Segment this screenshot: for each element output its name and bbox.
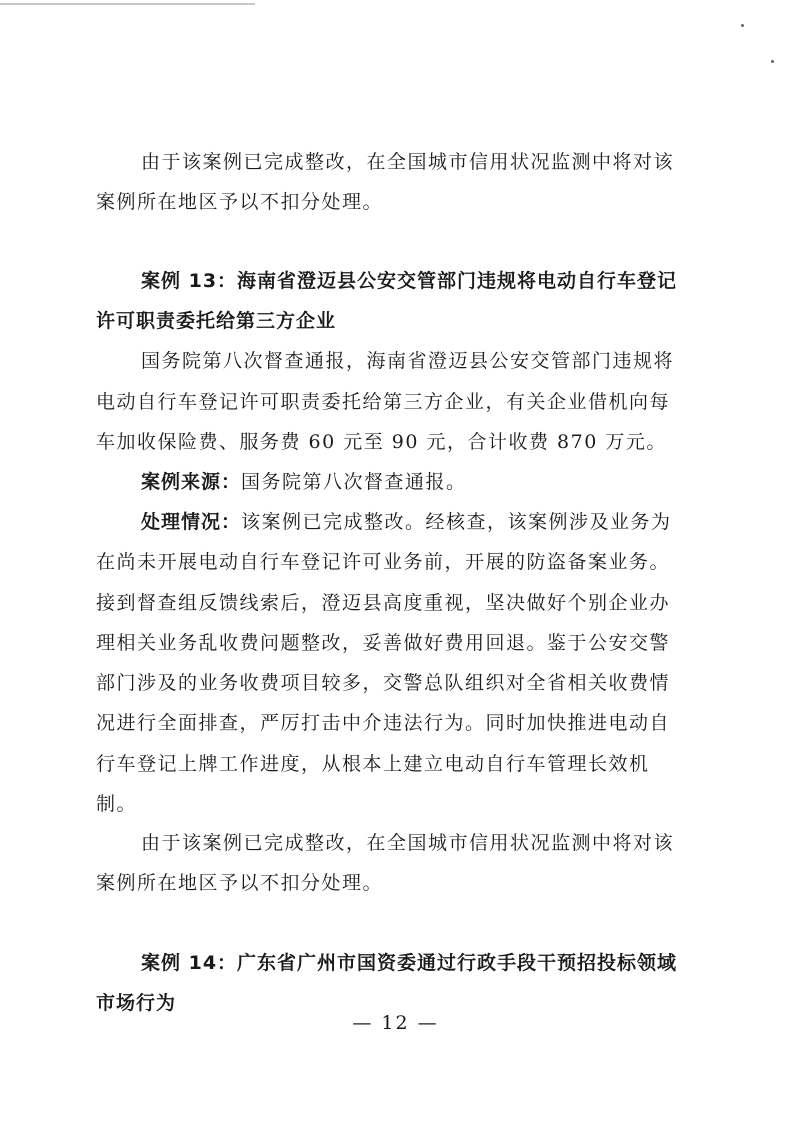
paragraph-line: 部门涉及的业务收费项目较多，交警总队组织对全省相关收费情 <box>96 672 671 694</box>
scan-speck <box>771 60 774 63</box>
case-handling-text: 该案例已完成整改。经核查，该案例涉及业务为 <box>241 511 672 533</box>
paragraph-line: 由于该案例已完成整改，在全国城市信用状况监测中将对该 <box>141 151 675 173</box>
case-title: 市场行为 <box>96 992 177 1014</box>
paragraph-line: 案例所在地区予以不扣分处理。 <box>96 872 384 894</box>
case-handling <box>141 507 672 534</box>
case-source <box>141 467 467 494</box>
paragraph-line: 车加收保险费、服务费 60 元至 90 元，合计收费 870 万元。 <box>96 431 667 453</box>
paragraph-line: 国务院第八次督查通报，海南省澄迈县公安交管部门违规将 <box>141 350 675 372</box>
case-handling-label: 处理情况： <box>141 511 242 533</box>
case-title: 案例 13：海南省澄迈县公安交管部门违规将电动自行车登记 <box>141 270 678 292</box>
paragraph-line: 在尚未开展电动自行车登记许可业务前，开展的防盗备案业务。 <box>96 551 671 573</box>
top-rule <box>0 3 255 5</box>
paragraph-line: 况进行全面排查，严厉打击中介违法行为。同时加快推进电动自 <box>96 712 671 734</box>
paragraph-line: 理相关业务乱收费问题整改，妥善做好费用回退。鉴于公安交警 <box>96 632 671 654</box>
case-title: 许可职责委托给第三方企业 <box>96 310 337 332</box>
page-number: — 12 — <box>352 1012 439 1034</box>
paragraph-line: 制。 <box>96 793 138 815</box>
case-title: 案例 14：广东省广州市国资委通过行政手段干预招投标领域 <box>141 952 678 974</box>
case-source-text: 国务院第八次督查通报。 <box>241 471 467 493</box>
paragraph-line: 行车登记上牌工作进度，从根本上建立电动自行车管理长效机 <box>96 753 650 775</box>
paragraph-line: 电动自行车登记许可职责委托给第三方企业，有关企业借机向每 <box>96 391 671 413</box>
paragraph-line: 接到督查组反馈线索后，澄迈县高度重视，坚决做好个别企业办 <box>96 592 671 614</box>
paragraph-line: 案例所在地区予以不扣分处理。 <box>96 191 384 213</box>
scan-speck <box>741 24 744 27</box>
case-source-label: 案例来源： <box>141 471 242 493</box>
paragraph-line: 由于该案例已完成整改，在全国城市信用状况监测中将对该 <box>141 832 675 854</box>
